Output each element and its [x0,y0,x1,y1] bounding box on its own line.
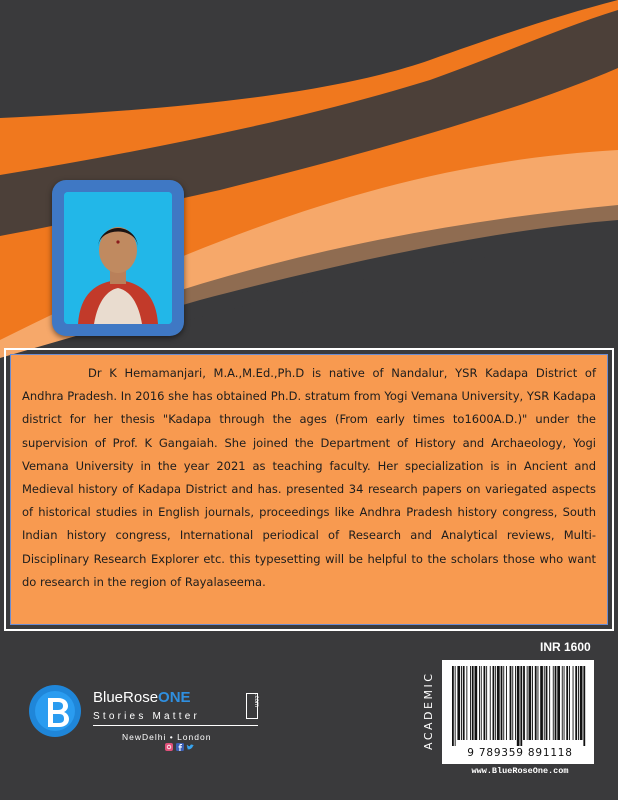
price-label: INR 1600 [540,640,591,654]
social-icons [165,743,195,752]
publisher-mark-text: .com [253,694,259,708]
isbn-number: 9 789359 891118 [467,747,573,759]
author-photo [64,192,172,324]
author-bio-text: Dr K Hemamanjari, M.A.,M.Ed.,Ph.D is native of Nandalur, YSR Kadapa District of Andhra Pradesh. In 2016 she has obtained Ph.D. stratum from Yogi Vemana University, YSR Kadapa district for her thesis "Kadapa through the ages (From early times to1600A.D.)" under the supervision of Prof. K Gangaiah. She joined the Department of History and Archaeology, Yogi Vemana University in the year 2021 as teaching faculty. Her specialization is in Ancient and Medieval history of Kadapa District and has. presented 34 research papers on variegated aspects of historical studies in English journals, proceedings like Andhra Pradesh history congress, South Indian history congress, International periodical of Research and Analytical reviews, Multi-Disciplinary Research Explorer etc. this typesetting will be helpful to the scholars those who want do research in the region of Rayalaseema. [22,366,596,589]
publisher-name-part2: ONE [158,689,191,706]
genre-label: ACADEMIC [422,671,435,750]
publisher-locations: NewDelhi • London [122,732,212,742]
publisher-website: www.BlueRoseOne.com [471,766,569,776]
bluerose-logo-icon [28,684,82,738]
publisher-mark [246,693,258,719]
isbn-barcode [452,666,588,746]
instagram-icon [165,743,173,751]
publisher-divider [93,725,258,726]
twitter-icon [187,744,194,749]
publisher-tagline: Stories Matter [93,711,201,722]
author-photo-frame [52,180,184,336]
publisher-name [93,689,191,706]
publisher-name-part1: BlueRose [93,689,159,706]
